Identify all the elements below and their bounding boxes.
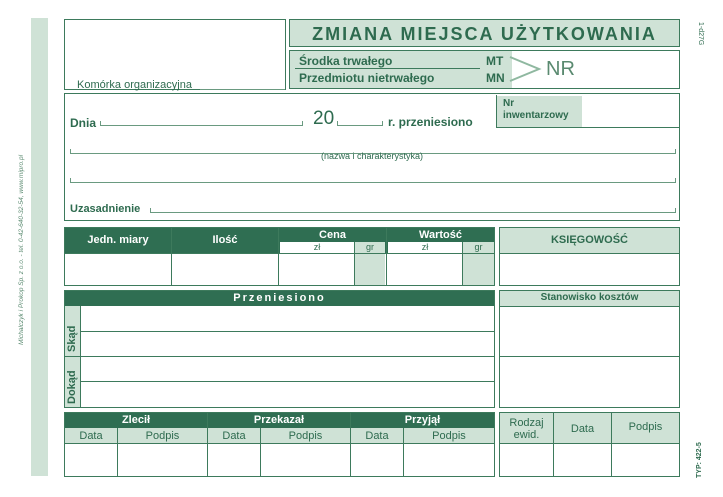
cost-center-input-2[interactable] — [500, 357, 679, 407]
zlecil-header: Zlecił — [121, 414, 151, 426]
zlecil-podpis-input[interactable] — [118, 444, 207, 476]
year-prefix: 20 — [313, 108, 335, 129]
przyjal-header: Przyjął — [404, 414, 441, 426]
evidence-podpis-input[interactable] — [612, 444, 679, 476]
ksiegowosc-header: KSIĘGOWOŚĆ — [550, 234, 628, 246]
skad-input-2[interactable] — [81, 332, 494, 356]
zlecil-podpis: Podpis — [145, 430, 180, 442]
wartosc-zl-input[interactable] — [387, 254, 462, 285]
evidence-data: Data — [570, 423, 595, 435]
przedmiotu-code: MN — [486, 71, 505, 85]
arrow-icon — [508, 55, 542, 83]
year-input[interactable] — [337, 125, 382, 126]
przekazal-podpis: Podpis — [288, 430, 323, 442]
evidence-podpis: Podpis — [628, 421, 663, 433]
rodzaj-label-1: Rodzaj — [509, 417, 544, 429]
nazwa-label: (nazwa i charakterystyka) — [320, 151, 424, 161]
przyjal-data: Data — [365, 430, 389, 442]
publisher-text: Michalczyk i Prokop Sp. z o.o. - tel. 0-42-640-32-54, www.mipro.pl — [18, 154, 25, 346]
transfer-title: Przeniesiono — [65, 291, 494, 306]
wartosc-header: Wartość — [419, 229, 462, 241]
inventory-number-label-2: inwentarzowy — [503, 110, 569, 121]
inventory-number-label-1: Nr — [503, 98, 515, 109]
przekazal-header: Przekazał — [253, 414, 305, 426]
dokad-label: Dokąd — [66, 370, 78, 404]
cena-gr: gr — [365, 242, 374, 252]
srodka-label[interactable]: Środka trwałego — [299, 54, 393, 68]
date-input[interactable] — [100, 125, 302, 126]
srodka-code: MT — [486, 54, 504, 68]
rodzaj-input[interactable] — [500, 444, 553, 476]
ilosc-input[interactable] — [172, 254, 278, 285]
przeniesiono-label: r. przeniesiono — [388, 115, 473, 129]
type-code: TYP: 422-5 — [696, 442, 703, 478]
jedn-miary-header: Jedn. miary — [87, 234, 149, 246]
zlecil-data-input[interactable] — [65, 444, 117, 476]
nr-input[interactable] — [580, 56, 677, 83]
wartosc-gr: gr — [474, 242, 483, 252]
cena-zl-input[interactable] — [279, 254, 354, 285]
przekazal-data-input[interactable] — [208, 444, 260, 476]
nr-label: NR — [546, 58, 575, 80]
rodzaj-label-2: ewid. — [513, 429, 540, 441]
left-strip — [31, 18, 48, 476]
skad-label: Skąd — [66, 325, 78, 352]
ksiegowosc-input[interactable] — [500, 254, 679, 285]
org-unit-label: Komórka organizacyjna — [77, 79, 192, 91]
przyjal-podpis: Podpis — [432, 430, 466, 442]
przedmiotu-label[interactable]: Przedmiotu nietrwałego — [299, 71, 435, 85]
cost-center-input-1[interactable] — [500, 307, 679, 356]
form-title: ZMIANA MIEJSCA UŻYTKOWANIA — [312, 24, 657, 44]
przekazal-data: Data — [222, 430, 246, 442]
form-code: 1-d27G — [697, 22, 704, 46]
przyjal-podpis-input[interactable] — [404, 444, 494, 476]
jedn-miary-input[interactable] — [65, 254, 171, 285]
ilosc-header: Ilość — [212, 234, 238, 246]
dokad-input-2[interactable] — [81, 382, 494, 407]
dnia-label: Dnia — [70, 116, 97, 130]
dokad-input-1[interactable] — [81, 357, 494, 381]
uzasadnienie-label: Uzasadnienie — [70, 203, 141, 215]
name-line-2[interactable] — [70, 182, 675, 183]
inventory-number-input[interactable] — [583, 96, 678, 127]
cena-zl: zł — [313, 242, 321, 252]
skad-input-1[interactable] — [81, 307, 494, 331]
przekazal-podpis-input[interactable] — [261, 444, 350, 476]
przyjal-data-input[interactable] — [351, 444, 403, 476]
wartosc-zl: zł — [421, 242, 429, 252]
evidence-data-input[interactable] — [554, 444, 611, 476]
cena-header: Cena — [319, 229, 346, 241]
uzasadnienie-input[interactable] — [150, 212, 675, 213]
cost-center-header: Stanowisko kosztów — [540, 292, 639, 303]
zlecil-data: Data — [79, 430, 103, 442]
